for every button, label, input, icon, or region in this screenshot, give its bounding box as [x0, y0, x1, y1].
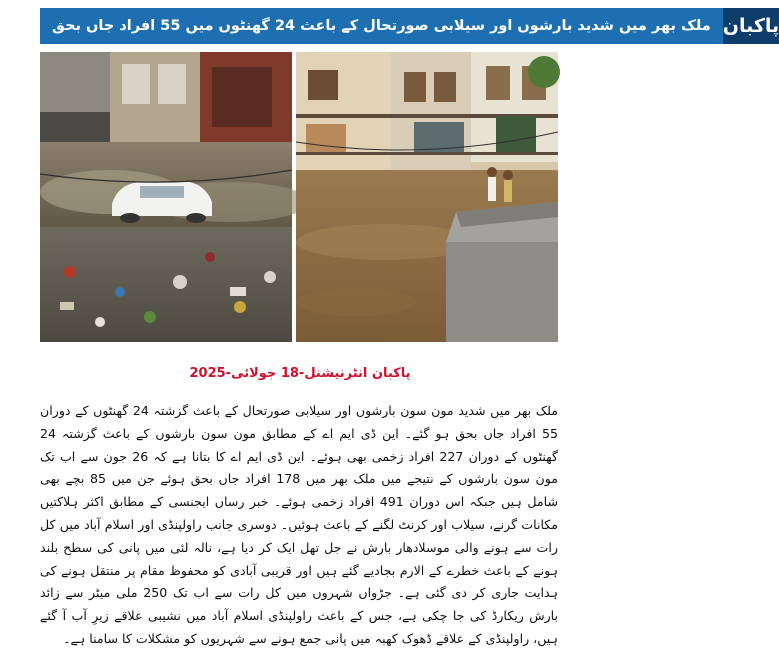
flooded-neighborhood-photo [296, 52, 558, 342]
flooded-street-photo [40, 52, 292, 342]
photo-collage [40, 52, 558, 342]
brand-logo: پاکبان [723, 8, 779, 44]
header-banner [40, 8, 779, 44]
headline: ملک بھر میں شدید بارشوں اور سیلابی صورتحال کے باعث 24 گھنٹوں میں 55 افراد جاں بحق [40, 8, 723, 44]
caption-dateline: پاکبان انٹرنیشنل-18 جولائی-2025 [189, 366, 411, 381]
article-body: ملک بھر میں شدید مون سون بارشوں اور سیلابی صورتحال کے باعث گزشتہ 24 گھنٹوں کے دوران 55 افراد جاں بحق ہو گئے۔ این ڈی ایم اے کے مطابق مون سون بارشوں کے باعث گزشتہ 24 گھنٹوں کے دوران 227 افراد زخمی بھی ہوئے۔ این ڈی ایم اے کا بتانا ہے کہ 26 جون سے اب تک مون سون بارشوں کے نتیجے میں ملک بھر میں 178 افراد جاں بحق ہوئے جن میں 85 بچے بھی شامل ہیں جبکہ اس دوران 491 افراد زخمی ہوئے۔ خبر رساں ایجنسی کے مطابق اکثر ہلاکتیں مکانات گرنے، سیلاب اور کرنٹ لگنے کے باعث ہوئیں۔ دوسری جانب راولپنڈی اور اسلام آباد میں کل رات سے ہونے والی موسلادھار بارش نے جل تھل ایک کر دیا ہے، نالہ لئی میں پانی کی سطح بلند ہونے کے باعث خطرے کے الارم بجادیے گئے ہیں اور قریبی آبادی کو محفوظ مقام پر منتقل ہونے کی ہدایت جاری کر دی گئی ہے۔ جڑواں شہروں میں کل رات سے اب تک 250 ملی میٹر سے زائد بارش ریکارڈ کی جا چکی ہے، جس کے باعث راولپنڈی اسلام آباد میں نشیبی علاقے زیرِ آب آ گئے ہیں، راولپنڈی کے علاقے ڈھوک کھبہ میں پانی جمع ہونے سے شہریوں کو مشکلات کا سامنا ہے۔ [40, 403, 559, 646]
